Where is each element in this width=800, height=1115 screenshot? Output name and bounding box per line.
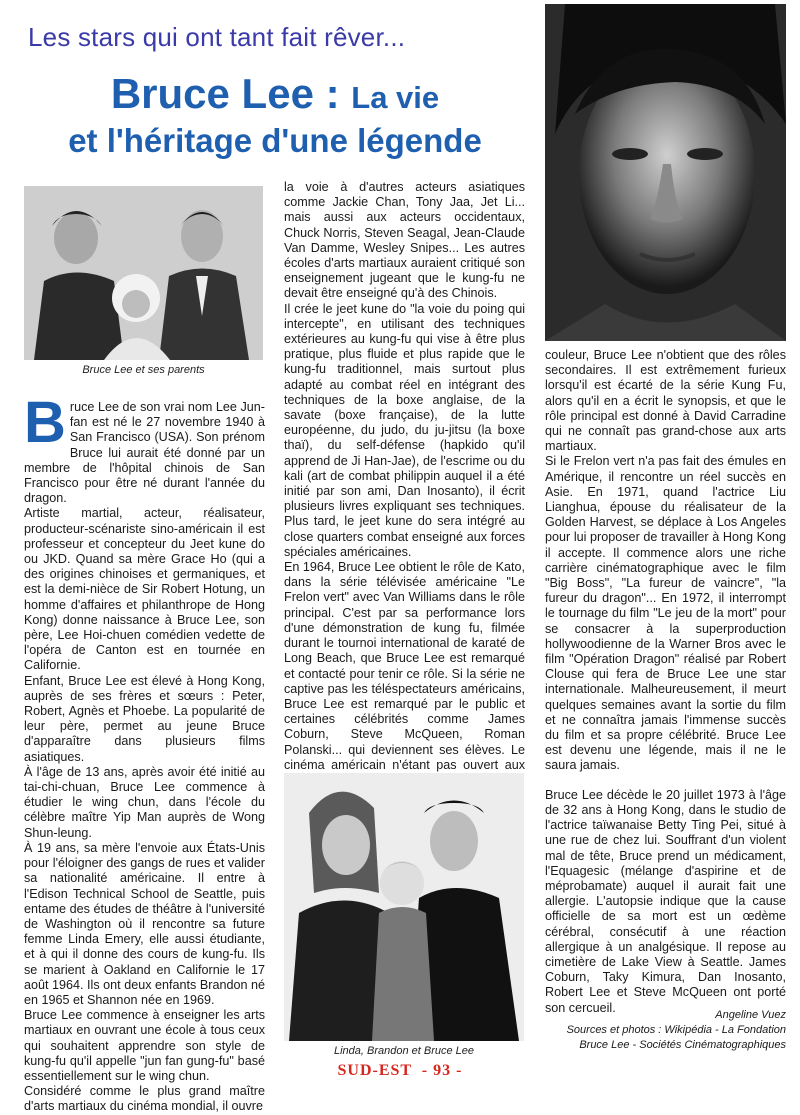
- article-column-2: [284, 180, 525, 788]
- col1-paragraph: Considéré comme le plus grand maître d'arts martiaux du cinéma mondial, il ouvre: [24, 1084, 265, 1114]
- col3-paragraph: Si le Frelon vert n'a pas fait des émules en Amérique, il rencontre un réel succès en Asie. En 1971, quand l'actrice Liu Lianghua, épouse du réalisateur de la Golden Harvest, se déplace à Los Angeles pour lui proposer de travailler à Hong Kong il accepte. Il commence alors une riche carrière cinématographique avec le film "Big Boss", "La fureur de vaincre", "la fureur du dragon"... En 1972, il interrompt le tournage du film "Le jeu de la mort" pour se consacrer à la superproduction hollywoodienne de la Warner Bros avec le film "Opération Dragon" réalisé par Robert Clouse qui fera de Bruce Lee une star internationale. Malheureusement, il meurt quelques semaines avant la sortie du film et ne connaîtra jamais l'immense succès du film et sa propre célébrité. Bruce Lee est devenu une légende, mais il ne le saura jamais.: [545, 454, 786, 773]
- col1-paragraph: À 19 ans, sa mère l'envoie aux États-Unis pour l'éloigner des gangs de rues et valider sa nationalité américaine. Il entre à l'Edison Technical School de Seattle, puis entame des études de théâtre à l'université de Washington où il rencontre sa future femme Linda Emery, elle aussi étudiante, et à qui il donne des cours de kung-fu. Ils se marient à Oakland en Californie le 17 août 1964. Ils ont deux enfants Brandon né en 1965 et Shannon née en 1969.: [24, 840, 265, 1007]
- col1-paragraph: Enfant, Bruce Lee est élevé à Hong Kong, auprès de ses frères et sœurs : Peter, Robert, Agnès et Phoebe. La popularité de leur père, permet au jeune Bruce d'apparaître dans plusieurs films asiatiques.: [24, 673, 265, 764]
- col1-paragraph: Artiste martial, acteur, réalisateur, producteur-scénariste sino-américain il est professeur et concepteur du Jeet kune do ou JKD. Quand sa mère Grace Ho (qui a des origines chinoises et germaniques, et est la demi-nièce de Sir Robert Hotung, un homme d'affaires et philanthrope de Hong Kong) donne naissance à Bruce Lee, son père, Lee Hoi-chuen comédien vedette de l'opéra de Canton est en tournée en Californie.: [24, 506, 265, 673]
- col2-paragraph: En 1964, Bruce Lee obtient le rôle de Kato, dans la série télévisée américaine "Le Frelon vert" avec Van Williams dans le rôle principal. C'est par sa performance lors d'une démonstration de kung fu, filmée durant le tournoi international de karaté de Long Beach, que Bruce Lee est remarqué et contacté pour tenir ce rôle. Si la série ne captive pas les téléspectateurs américains, Bruce Lee est remarqué par le public et certaines célébrités comme James Coburn, Steve McQueen, Roman Polanski... qui deviennent ses élèves. Le cinéma américain n'étant pas ouvert aux: [284, 560, 525, 772]
- article-column-1: [24, 390, 265, 1115]
- linda-photo-caption: Linda, Brandon et Bruce Lee: [333, 1045, 475, 1057]
- title-rest: La vie: [351, 80, 440, 115]
- col1-paragraph: À l'âge de 13 ans, après avoir été initié au tai-chi-chuan, Bruce Lee commence à étudier le wing chun, dans l'école du célèbre maître Yip Man auprès de Wong Shun-leung.: [24, 764, 265, 840]
- drop-cap: B: [24, 390, 66, 455]
- col3-paragraph: couleur, Bruce Lee n'obtient que des rôles secondaires. Il est extrêmement furieux lorsqu'il est écarté de la série Kung Fu, alors qu'il en a écrit le synopsis, et que le rôle principal est donné à David Carradine qui ne connaît pas grand-chose aux arts martiaux.: [545, 348, 786, 454]
- sources-line-2: Bruce Lee - Sociétés Cinématographiques: [579, 1039, 786, 1051]
- kicker-heading: Les stars qui ont tant fait rêver...: [28, 22, 406, 52]
- article-title-line1: [20, 70, 530, 118]
- col1-paragraph: ruce Lee de son vrai nom Lee Jun-fan est né le 27 novembre 1940 à San Francisco (USA). Son prénom Bruce lui aurait été donné par un membre de l'hôpital chinois de San Francisco pour être né durant l'année du dragon.: [24, 400, 265, 506]
- col1-paragraph: Bruce Lee commence à enseigner les arts martiaux en ouvrant une école à tous ceux qui souhaitent apprendre son style de kung-fu qu'il appelle "jun fan gung-fu" basé essentiellement sur le wing chun.: [24, 1008, 265, 1083]
- article-column-3: [545, 348, 786, 1016]
- bruce-lee-portrait-photo: [545, 4, 786, 341]
- author-name: Angeline Vuez: [715, 1009, 786, 1021]
- family-photo: [24, 186, 263, 360]
- col2-paragraph: la voie à d'autres acteurs asiatiques comme Jackie Chan, Tony Jaa, Jet Li... mais aussi aux acteurs occidentaux, Chuck Norris, Steven Seagal, Jean-Claude Van Damme, Wesley Snipes... Les autres écoles d'arts martiaux auraient critiqué son enseignement jugeant que le kung-fu ne devait être enseigné qu'à des Chinois.: [284, 180, 525, 301]
- sources-line-1: Sources et photos : Wikipédia - La Fondation: [566, 1024, 786, 1036]
- family-photo-caption: Bruce Lee et ses parents: [82, 364, 205, 376]
- linda-brandon-bruce-photo: [284, 773, 524, 1041]
- page-footer: SUD-EST - 93 -: [337, 1062, 463, 1079]
- col2-paragraph: Il crée le jeet kune do "la voie du poing qui intercepte", en utilisant des techniques extérieures au kung-fu qui vise à être plus pratique, plus fluide et plus rapide que le kung-fu traditionnel, mais surtout plus adapté au combat réel en intégrant des techniques de la boxe anglaise, de la savate (boxe française), de la lutte européenne, du judo, du ju-jitsu (la boxe thaï), du self-défense (hapkido qu'il apprend de Ji Han-Jae), de l'escrime ou du kali (art de combat philippin auquel il a été initié par son ami, Dan Inosanto), il écrit plusieurs livres expliquant ses techniques. Plus tard, le jeet kune do sera intégré au close quarters combat enseigné aux forces spéciales américaines.: [284, 301, 525, 559]
- article-signature: [520, 1008, 786, 1053]
- title-name: Bruce Lee :: [110, 70, 352, 117]
- article-title-line2: et l'héritage d'une légende: [68, 122, 482, 159]
- col3-paragraph: Bruce Lee décède le 20 juillet 1973 à l'âge de 32 ans à Hong Kong, dans le studio de l'actrice taïwanaise Betty Ting Pei, situé à une rue de chez lui. Souffrant d'un violent mal de tête, Bruce prend un médicament, l'Equagesic (mélange d'aspirine et de méprobamate) auquel il aurait fait une allergie. L'autopsie indique que la cause officielle de sa mort est un œdème cérébral, consécutif à une réaction allergique à un analgésique. Il repose au cimetière de Lake View à Seattle. James Coburn, Taky Kimura, Dan Inosanto, Robert Lee et Steve McQueen ont porté son cercueil.: [545, 787, 786, 1015]
